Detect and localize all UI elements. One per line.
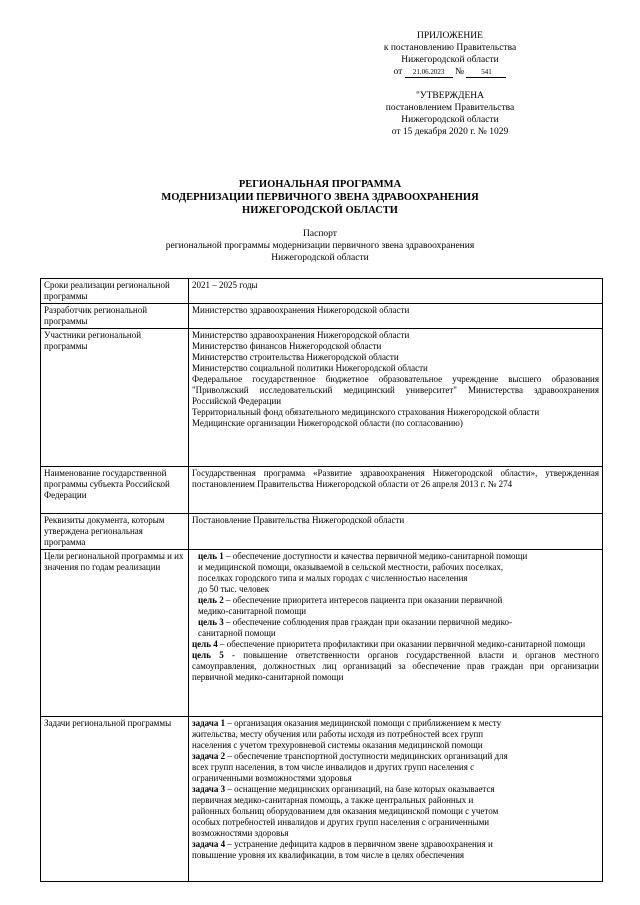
developer-value: Министерство здравоохранения Нижегородской области — [189, 304, 603, 329]
task-1 — [192, 718, 599, 729]
document-label: Реквизиты документа, которым утверждена региональная программа — [41, 514, 189, 550]
goals-label: Цели региональной программы и их значения по годам реализации — [41, 550, 189, 717]
task-1-cont: населения с учетом трехуровневой системы оказания медицинской помощи — [192, 740, 483, 750]
task-4 — [192, 839, 599, 850]
goal-3-head: цель 3 — [198, 617, 224, 627]
table-row — [41, 467, 603, 514]
passport-line2: Нижегородской области — [271, 253, 369, 263]
approved-block — [345, 90, 555, 138]
goal-3 — [192, 617, 599, 628]
program-title — [0, 178, 640, 217]
participants-value — [189, 329, 603, 467]
task-3-head: задача 3 — [192, 784, 226, 794]
goal-5-head: цель 5 — [192, 650, 224, 660]
task-2-head: задача 2 — [192, 751, 226, 761]
task-4-text: – устранение дефицита кадров в первичном звене здравоохранения и — [225, 839, 493, 849]
participant-item: Федеральное государственное бюджетное образовательное учреждение высшего образования "Приволжский исследовательский медицинский университет" Министерства здравоохранения Российской Федерации — [192, 374, 599, 406]
goal-2-head: цель 2 — [198, 595, 224, 605]
goal-4-head: цель 4 — [192, 639, 218, 649]
program-title-line2: МОДЕРНИЗАЦИИ ПЕРВИЧНОГО ЗВЕНА ЗДРАВООХРАНЕНИЯ — [161, 192, 479, 203]
goal-1-cont: и медицинской помощи, оказываемой в сельской местности, рабочих поселках, — [198, 562, 504, 572]
tasks-value — [189, 717, 603, 882]
developer-label: Разработчик региональной программы — [41, 304, 189, 329]
participants-label: Участники региональной программы — [41, 329, 189, 467]
participant-item: Медицинские организации Нижегородской области (по согласованию) — [192, 418, 463, 428]
goal-1-text: – обеспечение доступности и качества первичной медико-санитарной помощи — [223, 551, 528, 561]
task-2-cont: ограниченными возможностями здоровья — [192, 773, 352, 783]
document-value: Постановление Правительства Нижегородской области — [189, 514, 603, 550]
table-row — [41, 279, 603, 304]
goal-2-cont: медико-санитарной помощи — [198, 606, 307, 616]
approved-line1: постановлением Правительства — [385, 103, 515, 113]
tasks-label: Задачи региональной программы — [41, 717, 189, 882]
program-title-line3: НИЖЕГОРОДСКОЙ ОБЛАСТИ — [242, 205, 398, 216]
goal-2 — [192, 595, 599, 606]
goals-value — [189, 550, 603, 717]
program-title-line1: РЕГИОНАЛЬНАЯ ПРОГРАММА — [238, 179, 402, 190]
terms-value: 2021 – 2025 годы — [189, 279, 603, 304]
goal-5-text: - повышение ответственности органов государственной власти и органов местного самоуправления, должностных лиц организаций за обеспечение прав граждан при организации первичной медико-санитарной помощи — [192, 650, 599, 682]
task-2-text: – обеспечение транспортной доступности медицинских организаций для — [225, 751, 508, 761]
participant-item: Министерство здравоохранения Нижегородской области — [192, 330, 410, 340]
appendix-block — [345, 30, 555, 78]
appendix-line1: к постановлению Правительства — [383, 43, 517, 53]
participant-item: Министерство социальной политики Нижегородской области — [192, 363, 428, 373]
task-3-cont: возможностями здоровья — [192, 828, 289, 838]
task-1-text: – организация оказания медицинской помощи с приближением к месту — [225, 718, 502, 728]
goal-3-text: – обеспечение соблюдения прав граждан при оказании первичной медико- — [223, 617, 512, 627]
passport-title: Паспорт — [303, 229, 337, 239]
participant-item: Министерство строительства Нижегородской области — [192, 352, 399, 362]
goal-1-head: цель 1 — [198, 551, 224, 561]
table-row — [41, 329, 603, 467]
appendix-title: ПРИЛОЖЕНИЕ — [417, 31, 483, 41]
state-program-value: Государственная программа «Развитие здравоохранения Нижегородской области», утвержденная постановлением Правительства Нижегородской области от 26 апреля 2013 г. № 274 — [189, 467, 603, 514]
task-4-head: задача 4 — [192, 839, 226, 849]
table-row — [41, 514, 603, 550]
decree-date: 21.06.2023 — [405, 68, 453, 78]
table-row — [41, 550, 603, 717]
passport-line1: региональной программы модернизации первичного звена здравоохранения — [165, 241, 475, 251]
task-3-cont: первичная медико-санитарная помощь, а также центральных районных и — [192, 795, 474, 805]
task-3 — [192, 784, 599, 795]
terms-label: Сроки реализации региональной программы — [41, 279, 189, 304]
goal-4 — [192, 639, 599, 650]
approved-line2: Нижегородской области — [401, 115, 499, 125]
participant-item: Министерство финансов Нижегородской области — [192, 341, 382, 351]
goal-2-text: – обеспечение приоритета интересов пациента при оказании первичной — [223, 595, 503, 605]
approved-title: "УТВЕРЖДЕНА — [415, 91, 484, 101]
number-label: № — [455, 67, 465, 77]
task-1-cont: жительства, месту обучения или работы исходя из потребностей всех групп — [192, 729, 484, 739]
state-program-label: Наименование государственной программы субъекта Российской Федерации — [41, 467, 189, 514]
task-3-cont: районных больниц оборудованием для оказания медицинской помощи с учетом — [192, 806, 499, 816]
task-4-cont: повышение уровня их квалификации, в том числе в целях обеспечения — [192, 850, 465, 860]
task-3-text: – оснащение медицинских организаций, на базе которых оказывается — [225, 784, 495, 794]
task-1-head: задача 1 — [192, 718, 226, 728]
table-row — [41, 304, 603, 329]
passport-heading — [0, 228, 640, 264]
goal-5 — [192, 650, 599, 683]
task-2 — [192, 751, 599, 762]
task-2-cont: всех групп населения, в том числе инвалидов и других групп населения с — [192, 762, 475, 772]
goal-4-text: – обеспечение приоритета профилактики при оказании первичной медико-санитарной помощи — [217, 639, 586, 649]
decree-number: 541 — [466, 68, 506, 78]
approved-line3: от 15 декабря 2020 г. № 1029 — [391, 127, 509, 137]
goal-1-cont: до 50 тыс. человек — [198, 584, 270, 594]
table-row — [41, 717, 603, 882]
goal-1-cont: поселках городского типа и малых городах с численностью населения — [198, 573, 468, 583]
from-label: от — [393, 67, 403, 77]
participant-item: Территориальный фонд обязательного медицинского страхования Нижегородской области — [192, 407, 540, 417]
task-3-cont: особых потребностей инвалидов и других групп населения с ограниченными — [192, 817, 490, 827]
goal-3-cont: санитарной помощи — [198, 628, 276, 638]
goal-1 — [192, 551, 599, 562]
appendix-date-line — [345, 66, 555, 78]
appendix-line2: Нижегородской области — [401, 55, 499, 65]
passport-table — [40, 278, 603, 882]
